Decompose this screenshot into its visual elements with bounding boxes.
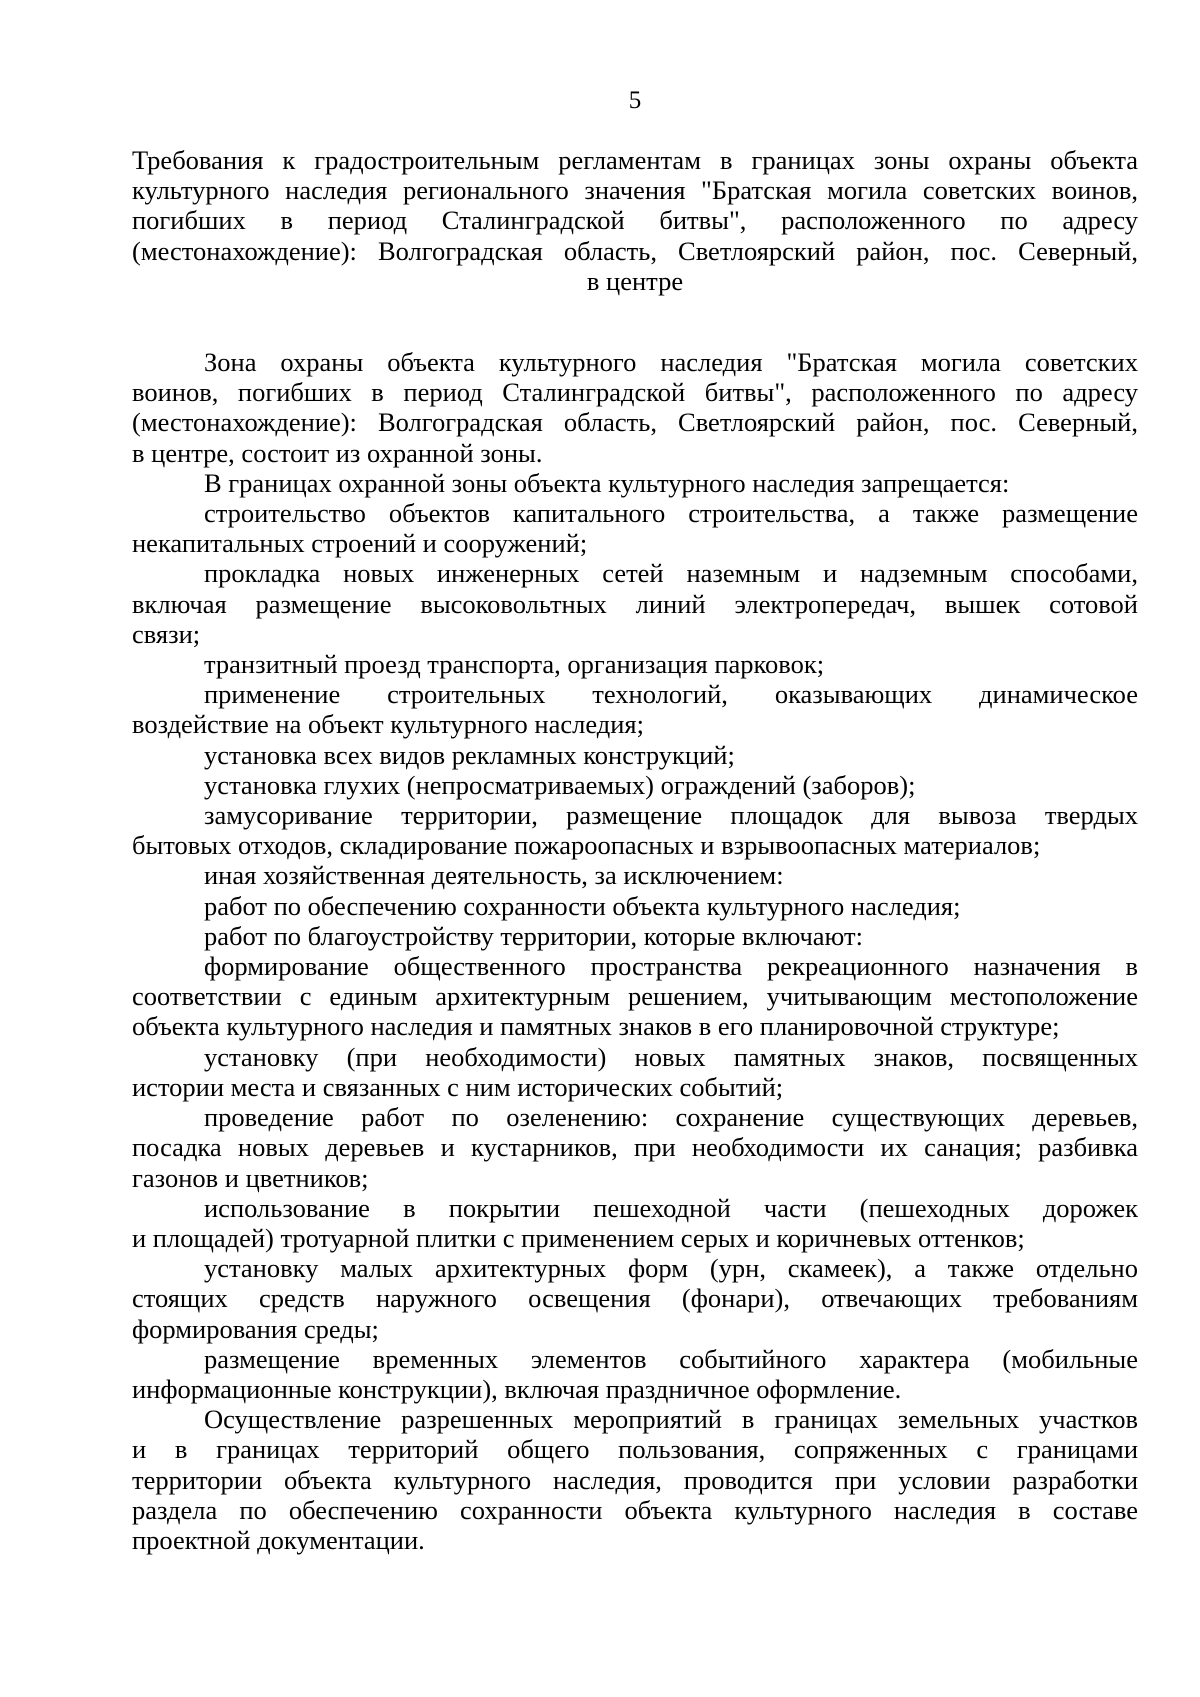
- paragraph-line: и в границах территорий общего пользования, сопряженных с границами: [132, 1434, 1138, 1465]
- paragraph-line: (местонахождение): Волгоградская область, Светлоярский район, пос. Северный,: [132, 407, 1138, 438]
- paragraph-line: размещение временных элементов событийного характера (мобильные: [204, 1343, 1138, 1374]
- paragraph-line: применение строительных технологий, оказывающих динамическое: [204, 679, 1138, 710]
- paragraph-line: связи;: [132, 618, 201, 649]
- paragraph-line: формирования среды;: [132, 1313, 379, 1344]
- paragraph: [132, 649, 1138, 679]
- paragraph: [132, 740, 1138, 770]
- paragraph-line: посадка новых деревьев и кустарников, при необходимости их санация; разбивка: [132, 1132, 1138, 1163]
- paragraph-line: включая размещение высоковольтных линий электропередач, вышек сотовой: [132, 588, 1138, 619]
- paragraph-line: прокладка новых инженерных сетей наземным и надземным способами,: [204, 558, 1138, 589]
- paragraph-line: Зона охраны объекта культурного наследия "Братская могила советских: [204, 347, 1138, 378]
- paragraph: [132, 921, 1138, 951]
- paragraph-line: транзитный проезд транспорта, организация парковок;: [204, 649, 825, 680]
- paragraph-line: в центре, состоит из охранной зоны.: [132, 437, 543, 468]
- paragraph-line: работ по обеспечению сохранности объекта культурного наследия;: [204, 890, 961, 921]
- heading-line: культурного наследия регионального значения "Братская могила советских воинов,: [132, 175, 1138, 206]
- paragraph: [132, 1404, 1138, 1555]
- paragraph: [132, 468, 1138, 498]
- paragraph: [132, 770, 1138, 800]
- paragraph-line: территории объекта культурного наследия, проводится при условии разработки: [132, 1464, 1138, 1495]
- paragraph-line: воинов, погибших в период Сталинградской битвы", расположенного по адресу: [132, 377, 1138, 408]
- paragraph-line: установку (при необходимости) новых памятных знаков, посвященных: [204, 1041, 1138, 1072]
- heading-line: Требования к градостроительным регламентам в границах зоны охраны объекта: [132, 145, 1138, 175]
- paragraph-line: строительство объектов капитального строительства, а также размещение: [204, 498, 1138, 529]
- heading-line: погибших в период Сталинградской битвы", расположенного по адресу: [132, 205, 1138, 236]
- paragraph-line: работ по благоустройству территории, которые включают:: [204, 920, 863, 951]
- paragraph-line: бытовых отходов, складирование пожароопасных и взрывоопасных материалов;: [132, 830, 1041, 861]
- paragraph-line: раздела по обеспечению сохранности объекта культурного наследия в составе: [132, 1494, 1138, 1525]
- document-content: [132, 145, 1138, 1555]
- paragraph-line: установка глухих (непросматриваемых) ограждений (заборов);: [204, 769, 916, 800]
- paragraph: [132, 498, 1138, 558]
- paragraph-line: и площадей) тротуарной плитки с применением серых и коричневых оттенков;: [132, 1222, 1025, 1253]
- heading-line: (местонахождение): Волгоградская область, Светлоярский район, пос. Северный,: [132, 235, 1138, 266]
- paragraph-line: использование в покрытии пешеходной части (пешеходных дорожек: [204, 1192, 1138, 1223]
- paragraph: [132, 891, 1138, 921]
- paragraph: [132, 800, 1138, 860]
- paragraph: [132, 951, 1138, 1042]
- heading-line: в центре: [586, 265, 684, 296]
- page-number: 5: [628, 87, 642, 114]
- paragraph: [132, 1344, 1138, 1404]
- paragraph-line: объекта культурного наследия и памятных знаков в его планировочной структуре;: [132, 1011, 1060, 1042]
- paragraph-line: некапитальных строений и сооружений;: [132, 528, 588, 559]
- paragraph-line: стоящих средств наружного освещения (фонари), отвечающих требованиям: [132, 1283, 1138, 1314]
- paragraph-line: информационные конструкции), включая праздничное оформление.: [132, 1373, 902, 1404]
- paragraph: [132, 1193, 1138, 1253]
- paragraph-line: замусоривание территории, размещение площадок для вывоза твердых: [204, 800, 1138, 831]
- paragraph-line: соответствии с единым архитектурным решением, учитывающим местоположение: [132, 981, 1138, 1012]
- paragraph: [132, 347, 1138, 468]
- document-body: [132, 347, 1138, 1555]
- paragraph: [132, 558, 1138, 649]
- document-heading: [132, 145, 1138, 296]
- paragraph-line: воздействие на объект культурного наследия;: [132, 709, 644, 740]
- paragraph-line: истории места и связанных с ним исторических событий;: [132, 1071, 784, 1102]
- paragraph: [132, 1042, 1138, 1102]
- paragraph: [132, 679, 1138, 739]
- paragraph-line: иная хозяйственная деятельность, за исключением:: [204, 860, 784, 891]
- paragraph-line: газонов и цветников;: [132, 1162, 369, 1193]
- paragraph-line: установка всех видов рекламных конструкций;: [204, 739, 735, 770]
- paragraph: [132, 1102, 1138, 1193]
- paragraph-line: В границах охранной зоны объекта культурного наследия запрещается:: [204, 467, 1010, 498]
- paragraph-line: Осуществление разрешенных мероприятий в границах земельных участков: [204, 1404, 1138, 1435]
- paragraph-line: проектной документации.: [132, 1524, 425, 1555]
- paragraph: [132, 1253, 1138, 1344]
- paragraph: [132, 860, 1138, 890]
- paragraph-line: формирование общественного пространства рекреационного назначения в: [204, 951, 1138, 982]
- paragraph-line: установку малых архитектурных форм (урн, скамеек), а также отдельно: [204, 1253, 1138, 1284]
- paragraph-line: проведение работ по озеленению: сохранение существующих деревьев,: [204, 1102, 1138, 1133]
